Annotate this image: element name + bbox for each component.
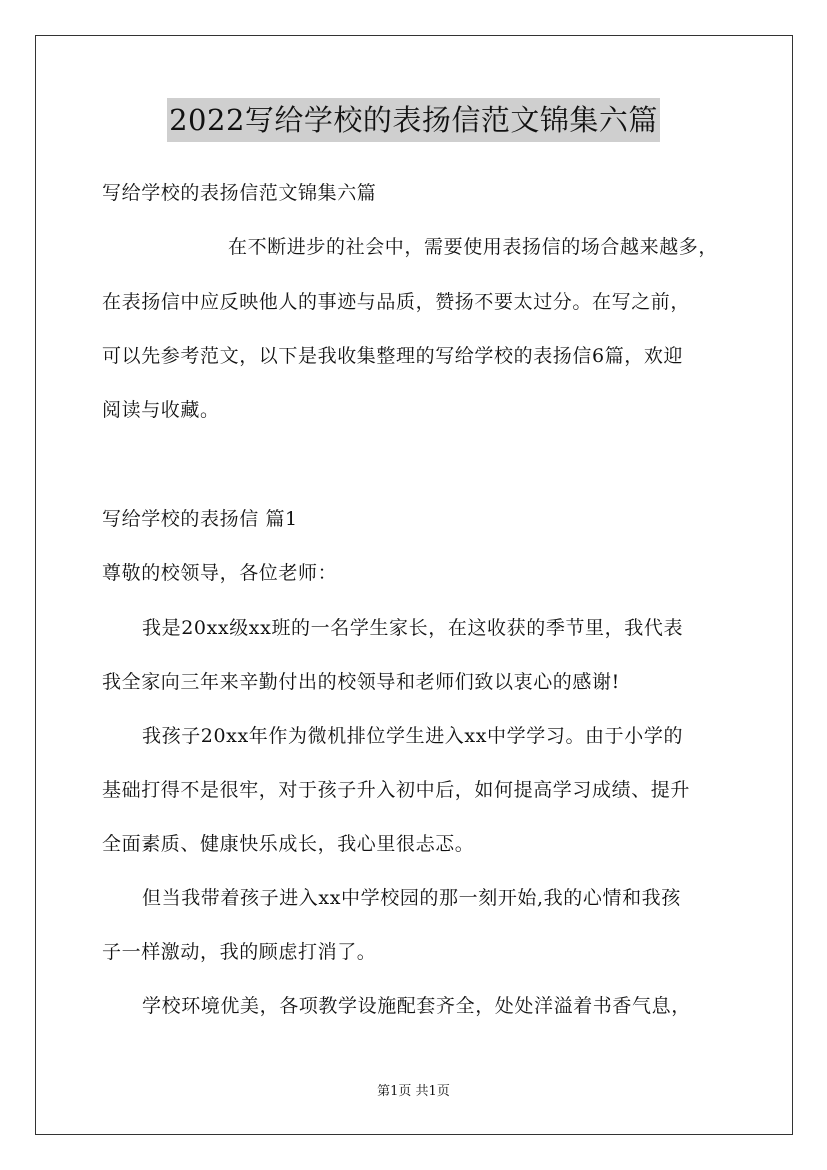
section-heading: 写给学校的表扬信 篇1 xyxy=(102,508,298,530)
body-line: 学校环境优美，各项教学设施配套齐全，处处洋溢着书香气息， xyxy=(142,995,691,1017)
intro-line: 阅读与收藏。 xyxy=(102,399,220,421)
salutation: 尊敬的校领导，各位老师： xyxy=(102,562,338,584)
body-line: 基础打得不是很牢，对于孩子升入初中后，如何提高学习成绩、提升 xyxy=(102,779,691,801)
title-container xyxy=(0,98,827,142)
intro-line: 在不断进步的社会中，需要使用表扬信的场合越来越多， xyxy=(228,236,719,258)
page-footer: 第1页 共1页 xyxy=(377,1084,450,1099)
body-line: 我是20xx级xx班的一名学生家长，在这收获的季节里，我代表 xyxy=(142,617,684,639)
document-title: 2022写给学校的表扬信范文锦集六篇 xyxy=(167,98,660,142)
document-subtitle: 写给学校的表扬信范文锦集六篇 xyxy=(102,182,377,204)
body-line: 子一样激动，我的顾虑打消了。 xyxy=(102,941,377,963)
body-line: 我全家向三年来辛勤付出的校领导和老师们致以衷心的感谢! xyxy=(102,671,620,693)
intro-line: 在表扬信中应反映他人的事迹与品质，赞扬不要太过分。在写之前， xyxy=(102,291,691,313)
body-line: 全面素质、健康快乐成长，我心里很忐忑。 xyxy=(102,833,475,855)
intro-line: 可以先参考范文，以下是我收集整理的写给学校的表扬信6篇，欢迎 xyxy=(102,345,684,367)
body-line: 但当我带着孩子进入xx中学校园的那一刻开始,我的心情和我孩 xyxy=(142,887,681,909)
body-line: 我孩子20xx年作为微机排位学生进入xx中学学习。由于小学的 xyxy=(142,725,684,747)
